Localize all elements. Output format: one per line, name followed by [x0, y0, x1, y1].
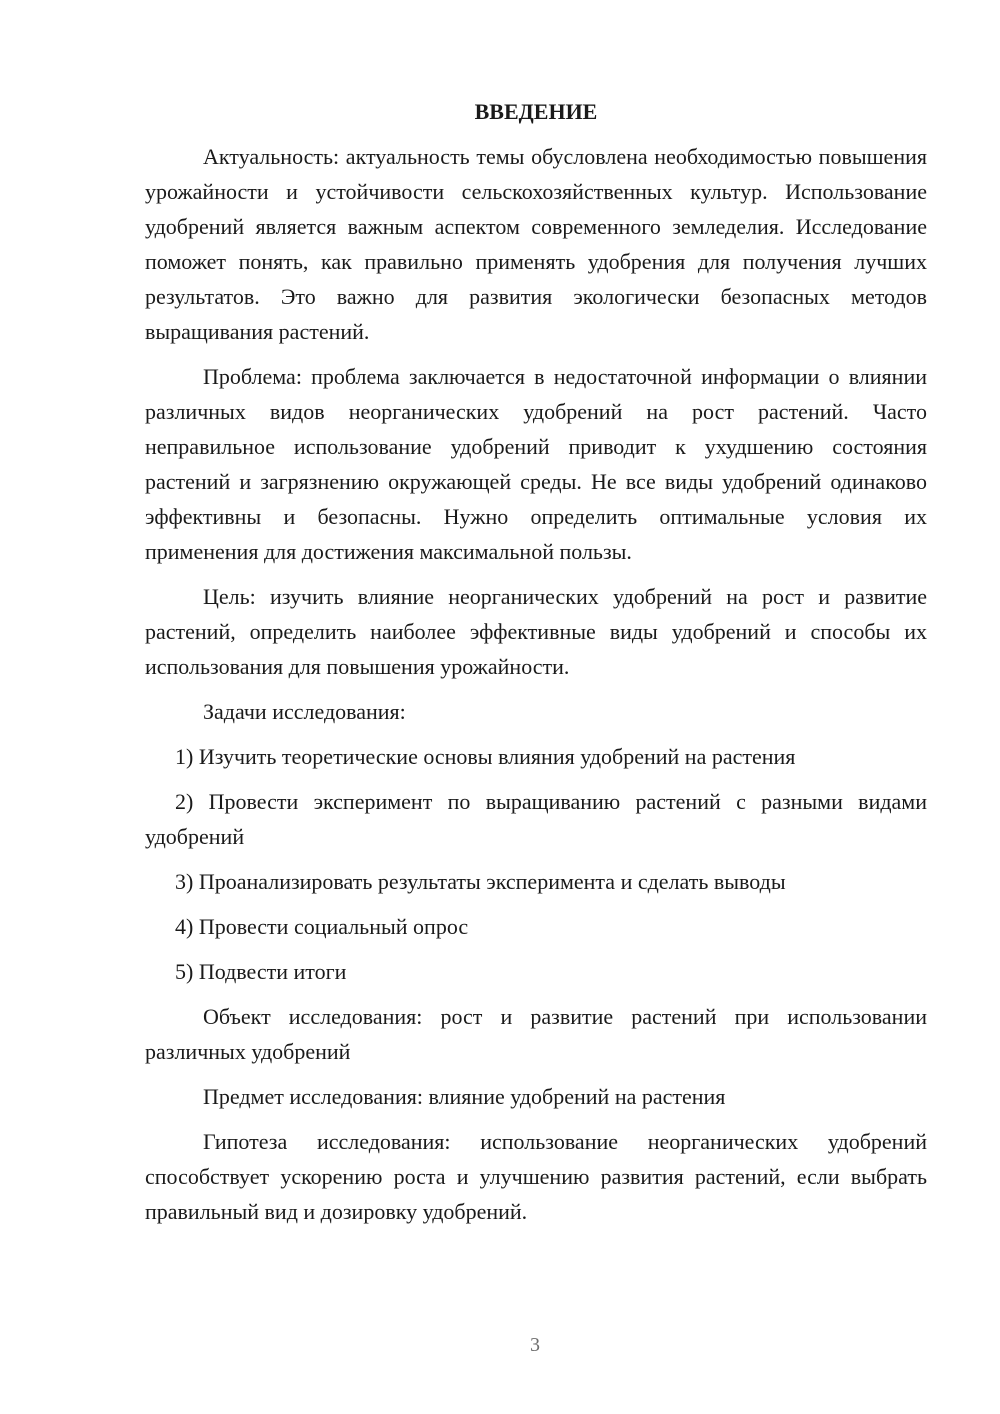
task-item: 2) Провести эксперимент по выращиванию растений с разными видами удобрений [145, 789, 927, 849]
relevance-paragraph: Актуальность: актуальность темы обусловлена необходимостью повышения урожайности и устойчивости сельскохозяйственных культур. Использование удобрений является важным аспектом современного земледелия. Исследование поможет понять, как правильно применять удобрения для получения лучших результатов. Это важно для развития экологически безопасных методов выращивания растений. [145, 144, 927, 344]
object-paragraph: Объект исследования: рост и развитие растений при использовании различных удобрений [145, 1004, 927, 1064]
page-content [145, 94, 927, 1239]
problem-paragraph: Проблема: проблема заключается в недостаточной информации о влиянии различных видов неорганических удобрений на рост растений. Часто неправильное использование удобрений приводит к ухудшению состояния растений и загрязнению окружающей среды. Не все виды удобрений одинаково эффективны и безопасны. Нужно определить оптимальные условия их применения для достижения максимальной пользы. [145, 364, 927, 564]
task-item: 1) Изучить теоретические основы влияния удобрений на растения [175, 744, 796, 769]
page-title: ВВЕДЕНИЕ [474, 99, 598, 124]
task-item: 3) Проанализировать результаты эксперимента и сделать выводы [175, 869, 786, 894]
subject-paragraph: Предмет исследования: влияние удобрений на растения [203, 1084, 726, 1109]
tasks-heading: Задачи исследования: [203, 699, 406, 724]
task-item: 5) Подвести итоги [175, 959, 347, 984]
task-item: 4) Провести социальный опрос [175, 914, 469, 939]
page-number: 3 [530, 1334, 540, 1356]
goal-paragraph: Цель: изучить влияние неорганических удобрений на рост и развитие растений, определить наиболее эффективные виды удобрений и способы их использования для повышения урожайности. [145, 584, 927, 679]
hypothesis-paragraph: Гипотеза исследования: использование неорганических удобрений способствует ускорению роста и улучшению развития растений, если выбрать правильный вид и дозировку удобрений. [145, 1129, 927, 1224]
